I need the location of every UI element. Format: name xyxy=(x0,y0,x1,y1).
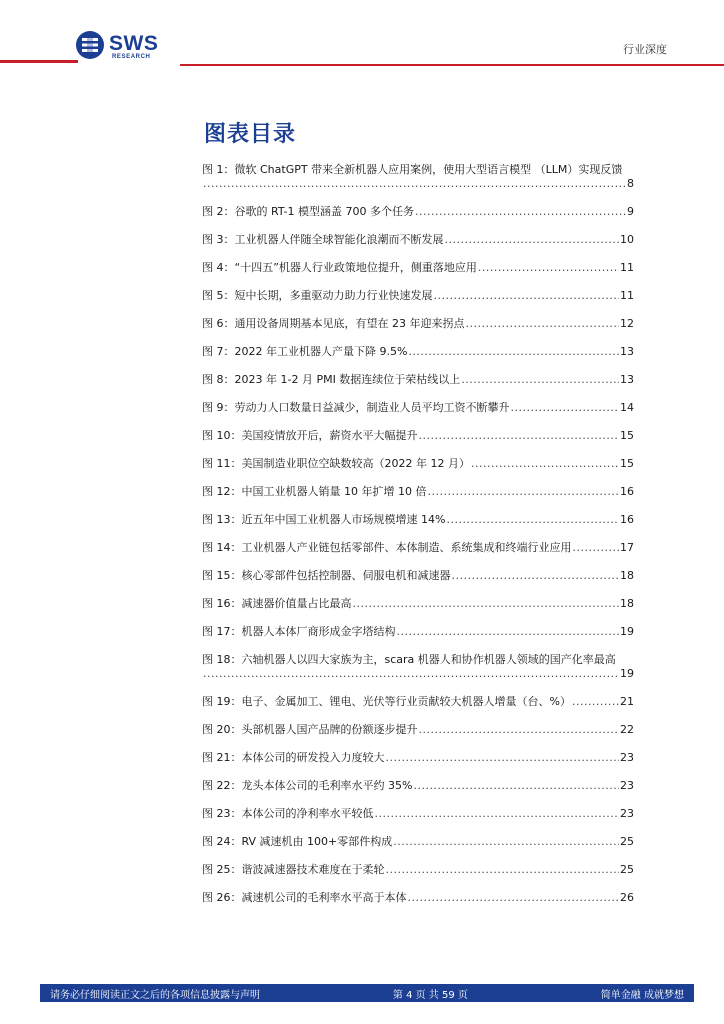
toc-leader xyxy=(445,233,620,247)
toc-entry[interactable] xyxy=(202,345,634,359)
toc-entry-page: 17 xyxy=(620,541,634,554)
footer-slogan: 简单金融 成就梦想 xyxy=(600,989,684,1001)
toc-entry-page: 11 xyxy=(620,261,634,274)
toc-entry-page: 16 xyxy=(620,513,634,526)
toc-leader xyxy=(375,807,620,821)
toc-entry-label: 图 10：美国疫情放开后，薪资水平大幅提升 xyxy=(202,429,418,442)
header-rule xyxy=(180,64,724,66)
toc-entry[interactable] xyxy=(202,205,634,219)
toc-entry-label: 图 11：美国制造业职位空缺数较高（2022 年 12 月） xyxy=(202,457,470,470)
toc-entry[interactable] xyxy=(202,261,634,275)
toc-entry[interactable] xyxy=(202,485,634,499)
toc-entry-page: 25 xyxy=(620,863,634,876)
toc-entry-label: 图 23：本体公司的净利率水平较低 xyxy=(202,807,374,820)
toc-entry[interactable] xyxy=(202,373,634,387)
toc-entry-label: 图 24：RV 减速机由 100+零部件构成 xyxy=(202,835,393,848)
toc-entry-page: 19 xyxy=(620,667,634,680)
toc-entry-label: 图 26：减速机公司的毛利率水平高于本体 xyxy=(202,891,407,904)
toc-entry-label: 图 4：“十四五”机器人行业政策地位提升，侧重落地应用 xyxy=(202,261,477,274)
toc-entry-label: 图 16：减速器价值量占比最高 xyxy=(202,597,352,610)
toc-leader xyxy=(353,597,620,611)
toc-entry[interactable] xyxy=(202,597,634,611)
toc-entry[interactable] xyxy=(202,289,634,303)
toc-entry[interactable] xyxy=(202,751,634,765)
toc-entry-page: 23 xyxy=(620,751,634,764)
toc-entry-label: 图 6：通用设备周期基本见底，有望在 23 年迎来拐点 xyxy=(202,317,465,330)
logo-subtext: RESEARCH xyxy=(112,54,151,60)
toc-entry[interactable] xyxy=(202,625,634,639)
toc-entry[interactable] xyxy=(202,233,634,247)
toc-entry-label: 图 21：本体公司的研发投入力度较大 xyxy=(202,751,385,764)
toc-entry-label: 图 14：工业机器人产业链包括零部件、本体制造、系统集成和终端行业应用 xyxy=(202,541,572,554)
toc-leader xyxy=(203,177,626,191)
toc-entry[interactable] xyxy=(202,569,634,583)
toc-entry[interactable] xyxy=(202,863,634,877)
toc-entry[interactable] xyxy=(202,779,634,793)
toc-entry-page: 26 xyxy=(620,891,634,904)
toc-leader xyxy=(434,289,620,303)
toc-leader xyxy=(465,317,619,331)
toc-leader xyxy=(419,429,620,443)
toc-leader xyxy=(393,835,619,849)
toc-entry-page: 8 xyxy=(627,177,634,190)
toc-entry-label: 图 3：工业机器人伴随全球智能化浪潮而不断发展 xyxy=(202,233,444,246)
toc-entry[interactable] xyxy=(202,807,634,821)
toc-entry[interactable] xyxy=(202,723,634,737)
toc-entry[interactable] xyxy=(202,513,634,527)
toc-leader xyxy=(203,667,619,681)
toc-entry-page: 10 xyxy=(620,233,634,246)
toc-entry-label: 图 12：中国工业机器人销量 10 年扩增 10 倍 xyxy=(202,485,427,498)
toc-entry-label: 图 5：短中长期，多重驱动力助力行业快速发展 xyxy=(202,289,433,302)
toc-entry-page: 13 xyxy=(620,373,634,386)
toc-entry-page: 15 xyxy=(620,429,634,442)
toc-entry[interactable] xyxy=(202,891,634,905)
toc-entry-label: 图 17：机器人本体厂商形成金字塔结构 xyxy=(202,625,396,638)
toc-leader xyxy=(461,373,619,387)
toc-leader xyxy=(397,625,620,639)
toc-leader xyxy=(452,569,620,583)
toc-leader xyxy=(471,457,619,471)
toc-entry-label: 图 9：劳动力人口数量日益减少，制造业人员平均工资不断攀升 xyxy=(202,401,510,414)
toc-entry-label: 图 15：核心零部件包括控制器、伺服电机和减速器 xyxy=(202,569,451,582)
toc-entry-label: 图 19：电子、金属加工、锂电、光伏等行业贡献较大机器人增量（台、%） xyxy=(202,695,571,708)
toc-entry-label: 图 8：2023 年 1-2 月 PMI 数据连续位于荣枯线以上 xyxy=(202,373,461,386)
toc-entry-label: 图 2：谷歌的 RT-1 模型涵盖 700 多个任务 xyxy=(202,205,414,218)
toc-entry-page: 15 xyxy=(620,457,634,470)
footer-disclaimer: 请务必仔细阅读正文之后的各项信息披露与声明 xyxy=(50,989,260,1001)
toc-entry-page: 11 xyxy=(620,289,634,302)
toc-list xyxy=(202,163,634,919)
footer xyxy=(40,984,694,1002)
toc-entry-page: 22 xyxy=(620,723,634,736)
toc-entry-page: 12 xyxy=(620,317,634,330)
toc-entry-page: 18 xyxy=(620,597,634,610)
toc-entry-page: 16 xyxy=(620,485,634,498)
toc-entry-label: 图 20：头部机器人国产品牌的份额逐步提升 xyxy=(202,723,418,736)
toc-entry[interactable] xyxy=(202,457,634,471)
toc-entry[interactable] xyxy=(202,835,634,849)
toc-leader xyxy=(573,541,620,555)
toc-leader xyxy=(415,205,626,219)
toc-entry-page: 9 xyxy=(627,205,634,218)
toc-entry-label: 图 7：2022 年工业机器人产量下降 9.5% xyxy=(202,345,408,358)
toc-entry-label: 图 18：六轴机器人以四大家族为主，scara 机器人和协作机器人领域的国产化率最高 xyxy=(202,653,616,666)
toc-entry[interactable] xyxy=(202,541,634,555)
toc-leader xyxy=(386,751,620,765)
toc-leader xyxy=(408,345,619,359)
toc-entry-page: 23 xyxy=(620,779,634,792)
toc-entry-label: 图 1：微软 ChatGPT 带来全新机器人应用案例，使用大型语言模型 （LLM）实现反馈 xyxy=(202,163,623,176)
toc-entry-page: 23 xyxy=(620,807,634,820)
toc-entry[interactable] xyxy=(202,163,634,191)
toc-entry-label: 图 13：近五年中国工业机器人市场规模增速 14% xyxy=(202,513,446,526)
toc-leader xyxy=(478,261,619,275)
toc-entry[interactable] xyxy=(202,695,634,709)
header-rule-left xyxy=(0,60,78,63)
toc-leader xyxy=(427,485,619,499)
toc-leader xyxy=(386,863,620,877)
toc-entry-label: 图 25：谐波减速器技术难度在于柔轮 xyxy=(202,863,385,876)
toc-leader xyxy=(446,513,619,527)
toc-entry-page: 14 xyxy=(620,401,634,414)
toc-leader xyxy=(408,891,620,905)
logo xyxy=(75,30,185,64)
sws-logo-icon xyxy=(75,30,105,60)
toc-leader xyxy=(419,723,620,737)
toc-entry-page: 13 xyxy=(620,345,634,358)
toc-entry[interactable] xyxy=(202,317,634,331)
section-label: 行业深度 xyxy=(623,43,667,56)
toc-entry-page: 18 xyxy=(620,569,634,582)
toc-entry[interactable] xyxy=(202,401,634,415)
toc-entry[interactable] xyxy=(202,429,634,443)
toc-leader xyxy=(413,779,619,793)
logo-text: SWS xyxy=(109,32,159,55)
toc-leader xyxy=(511,401,620,415)
footer-page-number: 第 4 页 共 59 页 xyxy=(392,989,468,1001)
page-title: 图表目录 xyxy=(204,122,297,147)
toc-entry-page: 19 xyxy=(620,625,634,638)
toc-leader xyxy=(572,695,619,709)
toc-entry-page: 25 xyxy=(620,835,634,848)
toc-entry-page: 21 xyxy=(620,695,634,708)
toc-entry-label: 图 22：龙头本体公司的毛利率水平约 35% xyxy=(202,779,413,792)
toc-entry[interactable] xyxy=(202,653,634,681)
